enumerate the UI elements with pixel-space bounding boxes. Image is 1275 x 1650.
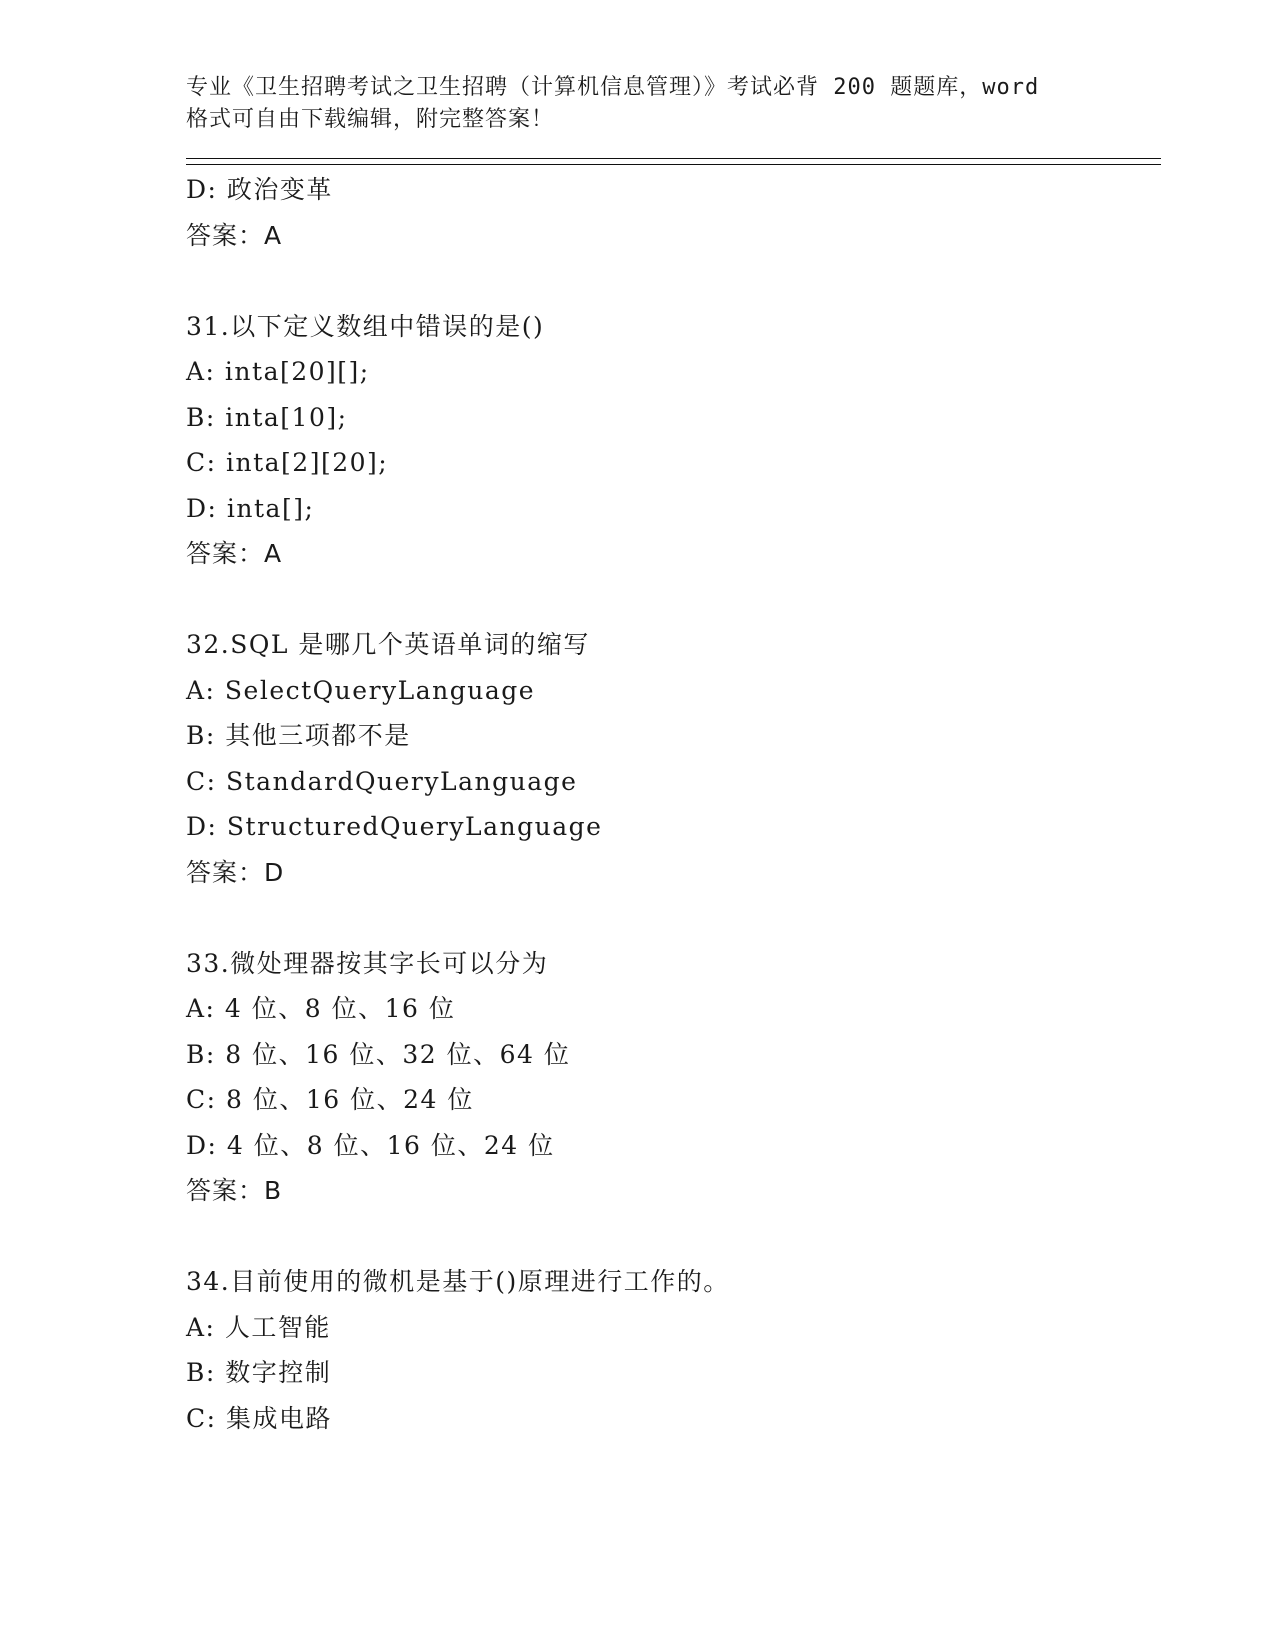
question-stem: 31.以下定义数组中错误的是() [186, 311, 545, 341]
option-b: B: 其他三项都不是 [186, 721, 411, 750]
header-double-rule [186, 158, 1161, 165]
question-stem: 32.SQL 是哪几个英语单词的缩写 [186, 630, 590, 659]
question-block-32 [186, 622, 1161, 895]
option-d: D: 政治变革 [186, 175, 333, 204]
option-a: A: 人工智能 [186, 1312, 331, 1342]
spacer [186, 895, 1161, 941]
question-stem: 34.目前使用的微机是基于()原理进行工作的。 [186, 1267, 730, 1296]
question-stem: 33.微处理器按其字长可以分为 [186, 948, 549, 978]
spacer [186, 1214, 1161, 1260]
option-b: B: 数字控制 [186, 1358, 332, 1387]
option-b: B: inta[10]; [186, 402, 348, 432]
option-d: D: 4 位、8 位、16 位、24 位 [186, 1130, 555, 1160]
answer-line: 答案：A [186, 539, 283, 568]
spacer [186, 258, 1161, 304]
document-page [186, 72, 1161, 1441]
question-block-31 [186, 304, 1161, 577]
option-c: C: 8 位、16 位、24 位 [186, 1085, 474, 1114]
answer-line: 答案：B [186, 1176, 283, 1205]
question-block-34 [186, 1259, 1161, 1441]
answer-line: 答案：D [186, 857, 285, 887]
header-title-line-1: 专业《卫生招聘考试之卫生招聘（计算机信息管理）》考试必背 200 题题库，word [186, 75, 1040, 100]
option-d: D: inta[]; [186, 493, 315, 523]
spacer [186, 577, 1161, 623]
option-d: D: StructuredQueryLanguage [186, 812, 603, 841]
answer-line: 答案：A [186, 220, 283, 250]
question-block-33 [186, 941, 1161, 1214]
option-c: C: 集成电路 [186, 1403, 332, 1433]
option-a: A: inta[20][]; [186, 357, 370, 386]
header-title-line-2: 格式可自由下载编辑，附完整答案！ [186, 107, 555, 132]
option-c: C: inta[2][20]; [186, 448, 389, 477]
option-a: A: 4 位、8 位、16 位 [186, 994, 456, 1023]
option-c: C: StandardQueryLanguage [186, 766, 578, 796]
option-a: A: SelectQueryLanguage [186, 675, 536, 705]
option-b: B: 8 位、16 位、32 位、64 位 [186, 1039, 571, 1069]
